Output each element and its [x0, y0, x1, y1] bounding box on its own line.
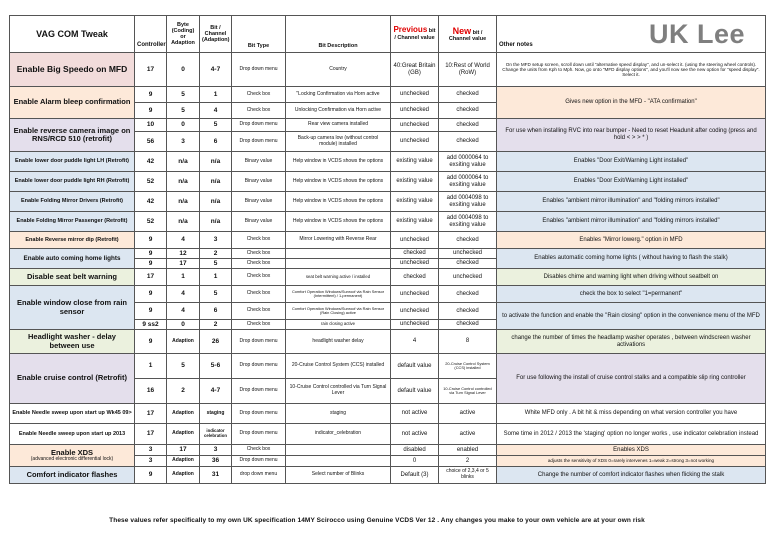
byte-cell: 17 [167, 259, 200, 269]
previous-value-cell: unchecked [391, 286, 439, 303]
controller-cell: 56 [135, 132, 167, 152]
table-row [10, 152, 766, 172]
bit-cell: 1 [200, 87, 232, 103]
table-row [10, 249, 766, 259]
previous-value-cell: unchecked [391, 303, 439, 320]
controller-cell: 9 [135, 303, 167, 320]
new-value-cell: checked [439, 119, 497, 132]
controller-cell: 1 [135, 354, 167, 379]
notes-cell: On the MFD setup screen, scroll down until "alternative speed display", and un-select it. (using the steering wheel controls). Change the units from Kph to Mph. Now, go onto "MFD display options", and you'll now see the new option for "speed display". Select it. [497, 53, 766, 87]
bit-type-cell: Binary value [232, 152, 286, 172]
header-bit: Bit / Channel (Adaption) [200, 16, 232, 53]
bit-description-cell: Help window in VCDS shows the options [286, 192, 391, 212]
notes-cell: Enables "Door Exit/Warning Light installed" [497, 152, 766, 172]
controller-cell: 17 [135, 404, 167, 424]
new-rest: bit / Channel value [448, 29, 487, 42]
bit-cell: 4-7 [200, 53, 232, 87]
bit-type-cell: Drop down menu [232, 379, 286, 404]
byte-cell: Adaption [167, 424, 200, 445]
notes-cell: Enables automatic coming home lights ( without having to flash the stalk) [497, 249, 766, 269]
bit-description-cell: Comfort Operation Windows/Sunroof via Rain Sensor (Rain Closing) active [286, 303, 391, 320]
new-value-cell: checked [439, 103, 497, 119]
bit-type-cell: Check box [232, 259, 286, 269]
bit-cell: 4-7 [200, 379, 232, 404]
table-row [10, 232, 766, 249]
bit-description-cell: Help window in VCDS shows the options [286, 172, 391, 192]
header-previous [391, 16, 439, 53]
bit-description-cell: 20-Cruise Control System (CCS) installed [286, 354, 391, 379]
bit-description-cell: "Locking Confirmation via Horn active [286, 87, 391, 103]
new-word: New [452, 25, 472, 36]
previous-value-cell: existing value [391, 172, 439, 192]
controller-cell: 9 [135, 330, 167, 354]
header-notes [497, 16, 766, 53]
bit-type-cell: drop down menu [232, 467, 286, 484]
new-value-cell: 2 [439, 456, 497, 467]
previous-value-cell: unchecked [391, 232, 439, 249]
controller-cell: 9 ss2 [135, 320, 167, 330]
table-row [10, 354, 766, 379]
byte-cell: n/a [167, 212, 200, 232]
new-value-cell: 10-Cruise Control controlled via Turn Signal Lever [439, 379, 497, 404]
controller-cell: 17 [135, 424, 167, 445]
header-row [10, 16, 766, 53]
tweak-name: Enable auto coming home lights [10, 249, 135, 269]
xds-title: Enable XDS [50, 447, 94, 457]
new-value-cell: add 0004098 to exsiting value [439, 192, 497, 212]
new-value-cell: 10:Rest of World (RoW) [439, 53, 497, 87]
bit-cell: 3 [200, 232, 232, 249]
notes-cell: Enables "ambient mirror illumination" and "folding mirrors installed" [497, 212, 766, 232]
previous-value-cell: not active [391, 404, 439, 424]
bit-cell: 36 [200, 456, 232, 467]
bit-cell: n/a [200, 172, 232, 192]
table-row [10, 445, 766, 456]
tweak-name: Enable Reverse mirror dip (Retrofit) [10, 232, 135, 249]
table-row [10, 53, 766, 87]
footer-disclaimer: These values refer specifically to my own UK specification 14MY Scirocco using Genuine VCDS Ver 12 . Any changes you make to your own vehicle are at your own risk [109, 517, 645, 524]
bit-cell: n/a [200, 152, 232, 172]
byte-cell: n/a [167, 172, 200, 192]
tweak-name: Enable Needle sweep upon start up Wk45 09> [10, 404, 135, 424]
new-value-cell: add 0004098 to exsiting value [439, 212, 497, 232]
byte-cell: Adaption [167, 456, 200, 467]
byte-cell: Adaption [167, 467, 200, 484]
new-value-cell: active [439, 404, 497, 424]
controller-cell: 9 [135, 103, 167, 119]
bit-description-cell: Rear view camera installed [286, 119, 391, 132]
notes-cell: adjusts the sensitivity of XDS 0=rarely intervenes 1=weak 2=strong 3=not working [497, 456, 766, 467]
byte-cell: 2 [167, 379, 200, 404]
notes-cell: Disables chime and warning light when driving without seatbelt on [497, 269, 766, 286]
new-value-cell: checked [439, 232, 497, 249]
bit-type-cell: Check box [232, 320, 286, 330]
previous-value-cell: unchecked [391, 87, 439, 103]
controller-cell: 9 [135, 286, 167, 303]
bit-description-cell: staging [286, 404, 391, 424]
controller-cell: 42 [135, 152, 167, 172]
notes-cell: Enables "Door Exit/Warning Light installed" [497, 172, 766, 192]
table-row [10, 404, 766, 424]
bit-type-cell: Binary value [232, 172, 286, 192]
bit-description-cell: indicator_celebration [286, 424, 391, 445]
bit-cell: 5 [200, 286, 232, 303]
header-bit-type: Bit Type [232, 16, 286, 53]
notes-label: Other notes [499, 42, 533, 49]
bit-cell: 5 [200, 259, 232, 269]
bit-type-cell: Drop down menu [232, 330, 286, 354]
byte-cell: 1 [167, 269, 200, 286]
bit-description-cell: Help window in VCDS shows the options [286, 212, 391, 232]
bit-cell: 5 [200, 119, 232, 132]
tweak-name: Enable Alarm bleep confirmation [10, 87, 135, 119]
new-value-cell: enabled [439, 445, 497, 456]
bit-cell: 2 [200, 249, 232, 259]
tweak-name: Disable seat belt warning [10, 269, 135, 286]
bit-cell: n/a [200, 192, 232, 212]
controller-cell: 9 [135, 232, 167, 249]
bit-type-cell: Drop down menu [232, 119, 286, 132]
new-value-cell: checked [439, 320, 497, 330]
bit-cell: staging [200, 404, 232, 424]
previous-value-cell: unchecked [391, 119, 439, 132]
previous-value-cell: unchecked [391, 320, 439, 330]
notes-cell: Gives new option in the MFD - "ATA confirmation" [497, 87, 766, 119]
bit-type-cell: Check box [232, 232, 286, 249]
bit-description-cell: Select number of Blinks [286, 467, 391, 484]
byte-cell: 12 [167, 249, 200, 259]
tweak-name: Enable cruise control (Retrofit) [10, 354, 135, 404]
bit-description-cell: rain closing active [286, 320, 391, 330]
bit-description-cell: 10-Cruise Control controlled via Turn Signal Lever [286, 379, 391, 404]
bit-description-cell: Back-up camera low (without control module) installed [286, 132, 391, 152]
previous-value-cell: unchecked [391, 132, 439, 152]
tweak-name: Comfort indicator flashes [10, 467, 135, 484]
notes-cell: Enables "Mirror lowerg." option in MFD [497, 232, 766, 249]
table-row [10, 269, 766, 286]
bit-cell: n/a [200, 212, 232, 232]
previous-value-cell: existing value [391, 212, 439, 232]
byte-cell: 17 [167, 445, 200, 456]
tweak-table [9, 15, 766, 484]
byte-cell: n/a [167, 152, 200, 172]
table-row [10, 172, 766, 192]
bit-description-cell [286, 445, 391, 456]
bit-cell: 6 [200, 132, 232, 152]
previous-rest: bit / Channel value [394, 28, 436, 42]
notes-cell: Enables "ambient mirror illumination" and "folding mirrors installed" [497, 192, 766, 212]
controller-cell: 52 [135, 212, 167, 232]
notes-cell: For use following the install of cruise control stalks and a compatible slip ring controller [497, 354, 766, 404]
byte-cell: 5 [167, 354, 200, 379]
new-value-cell: checked [439, 132, 497, 152]
byte-cell: n/a [167, 192, 200, 212]
bit-type-cell: Binary value [232, 192, 286, 212]
new-value-cell: add 0000064 to exsiting value [439, 152, 497, 172]
bit-type-cell: Drop down menu [232, 404, 286, 424]
previous-value-cell: unchecked [391, 259, 439, 269]
byte-cell: Adaption [167, 404, 200, 424]
bit-description-cell: Comfort Operation Windows/Sunroof via Rain Sensor (Intermittent) / 1-permanent) [286, 286, 391, 303]
new-value-cell: 20-Cruise Control System (CCS) installed [439, 354, 497, 379]
notes-cell: White MFD only . A bit hit & miss depending on what version controller you have [497, 404, 766, 424]
controller-cell: 9 [135, 467, 167, 484]
tweak-name [10, 445, 135, 467]
bit-description-cell: Country [286, 53, 391, 87]
tweak-name: Enable lower door puddle light LH (Retrofit) [10, 152, 135, 172]
bit-type-cell: Drop down menu [232, 354, 286, 379]
controller-cell: 17 [135, 269, 167, 286]
notes-cell: Enables XDS [497, 445, 766, 456]
bit-type-cell: Drop down menu [232, 132, 286, 152]
bit-type-cell: Drop down menu [232, 53, 286, 87]
previous-value-cell: 4 [391, 330, 439, 354]
bit-type-cell: Binary value [232, 212, 286, 232]
bit-description-cell: Unlocking Confirmation via Horn active [286, 103, 391, 119]
table-row [10, 212, 766, 232]
new-value-cell: add 0000064 to exsiting value [439, 172, 497, 192]
bit-type-cell: Check box [232, 445, 286, 456]
bit-description-cell: headlight washer delay [286, 330, 391, 354]
bit-type-cell: Check box [232, 87, 286, 103]
bit-description-cell: seat belt warning active / installed [286, 269, 391, 286]
previous-value-cell: not active [391, 424, 439, 445]
notes-cell: For use when installing RVC into rear bumper - Need to reset Headunit after coding (press and hold < > > * ) [497, 119, 766, 152]
bit-type-cell: Check box [232, 269, 286, 286]
controller-cell: 9 [135, 87, 167, 103]
previous-value-cell: default value [391, 354, 439, 379]
bit-cell: 4 [200, 103, 232, 119]
bit-type-cell: Drop down menu [232, 424, 286, 445]
tweak-name: Enable Folding Mirror Drivers (Retrofit) [10, 192, 135, 212]
bit-cell: 3 [200, 445, 232, 456]
bit-cell: indicator celebration [200, 424, 232, 445]
new-value-cell: unchecked [439, 249, 497, 259]
byte-cell: 4 [167, 286, 200, 303]
byte-cell: 0 [167, 119, 200, 132]
previous-value-cell: checked [391, 249, 439, 259]
new-value-cell: choice of 2,3,4 or 5 blinks [439, 467, 497, 484]
byte-cell: 5 [167, 87, 200, 103]
new-value-cell: checked [439, 259, 497, 269]
table-row [10, 119, 766, 132]
previous-value-cell: existing value [391, 192, 439, 212]
previous-value-cell: 0 [391, 456, 439, 467]
bit-cell: 2 [200, 320, 232, 330]
previous-word: Previous [393, 25, 428, 35]
notes-cell: check the box to select "1=permanent" [497, 286, 766, 303]
header-bit-description: Bit Description [286, 16, 391, 53]
bit-type-cell: Drop down menu [232, 456, 286, 467]
table-row [10, 467, 766, 484]
byte-cell: 4 [167, 232, 200, 249]
byte-cell: 5 [167, 103, 200, 119]
byte-cell: 4 [167, 303, 200, 320]
bit-type-cell: Check box [232, 303, 286, 320]
bit-description-cell [286, 456, 391, 467]
previous-value-cell: existing value [391, 152, 439, 172]
notes-cell: to activate the function and enable the "Rain closing" option in the convenience menu of the MFD [497, 303, 766, 330]
new-value-cell: checked [439, 286, 497, 303]
controller-cell: 9 [135, 249, 167, 259]
tweak-name: Enable Needle sweep upon start up 2013 [10, 424, 135, 445]
previous-value-cell: disabled [391, 445, 439, 456]
controller-cell: 42 [135, 192, 167, 212]
controller-cell: 3 [135, 456, 167, 467]
bit-type-cell: Check box [232, 286, 286, 303]
bit-description-cell [286, 259, 391, 269]
tweak-name: Enable Big Speedo on MFD [10, 53, 135, 87]
bit-type-cell: Check box [232, 103, 286, 119]
bit-cell: 6 [200, 303, 232, 320]
previous-value-cell: Default (3) [391, 467, 439, 484]
bit-description-cell: Help window in VCDS shows the options [286, 152, 391, 172]
table-row [10, 424, 766, 445]
table-row [10, 330, 766, 354]
previous-value-cell: default value [391, 379, 439, 404]
table-row [10, 87, 766, 103]
xds-subtitle: (advanced electronic differential lock) [30, 455, 114, 462]
header-byte: Byte (Coding) or Adaption [167, 16, 200, 53]
spreadsheet [9, 15, 765, 484]
controller-cell: 52 [135, 172, 167, 192]
tweak-name: Enable Folding Mirror Passenger (Retrofit) [10, 212, 135, 232]
table-row [10, 192, 766, 212]
new-value-cell: checked [439, 87, 497, 103]
byte-cell: 0 [167, 320, 200, 330]
tweak-name: Enable lower door puddle light RH (Retrofit) [10, 172, 135, 192]
notes-cell: Change the number of comfort indicator flashes when flicking the stalk [497, 467, 766, 484]
previous-value-cell: checked [391, 269, 439, 286]
bit-description-cell: Mirror Lowering with Reverse Rear [286, 232, 391, 249]
notes-cell: Some time in 2012 / 2013 the 'staging' option no longer works , use indicator celebration instead [497, 424, 766, 445]
tweak-name: Headlight washer - delay between use [10, 330, 135, 354]
bit-cell: 26 [200, 330, 232, 354]
new-value-cell: unchecked [439, 269, 497, 286]
bit-cell: 31 [200, 467, 232, 484]
controller-cell: 9 [135, 259, 167, 269]
table-row [10, 286, 766, 303]
controller-cell: 17 [135, 53, 167, 87]
new-value-cell: 8 [439, 330, 497, 354]
byte-cell: 3 [167, 132, 200, 152]
header-tweak: VAG COM Tweak [10, 16, 135, 53]
header-controller: Controller [135, 16, 167, 53]
bit-cell: 5-6 [200, 354, 232, 379]
bit-type-cell: Check box [232, 249, 286, 259]
previous-value-cell: 40:Great Britain (GB) [391, 53, 439, 87]
controller-cell: 3 [135, 445, 167, 456]
tweak-name: Enable reverse camera image on RNS/RCD 510 (retrofit) [10, 119, 135, 152]
new-value-cell: active [439, 424, 497, 445]
new-value-cell: checked [439, 303, 497, 320]
byte-cell: 0 [167, 53, 200, 87]
controller-cell: 10 [135, 119, 167, 132]
header-new [439, 16, 497, 53]
bit-cell: 1 [200, 269, 232, 286]
byte-cell: Adaption [167, 330, 200, 354]
uk-lee-logo: UK Lee [648, 19, 745, 49]
bit-description-cell [286, 249, 391, 259]
notes-cell: change the number of times the headlamp washer operates , between windscreen washer activations [497, 330, 766, 354]
previous-value-cell: unchecked [391, 103, 439, 119]
tweak-name: Enable window close from rain sensor [10, 286, 135, 330]
controller-cell: 16 [135, 379, 167, 404]
